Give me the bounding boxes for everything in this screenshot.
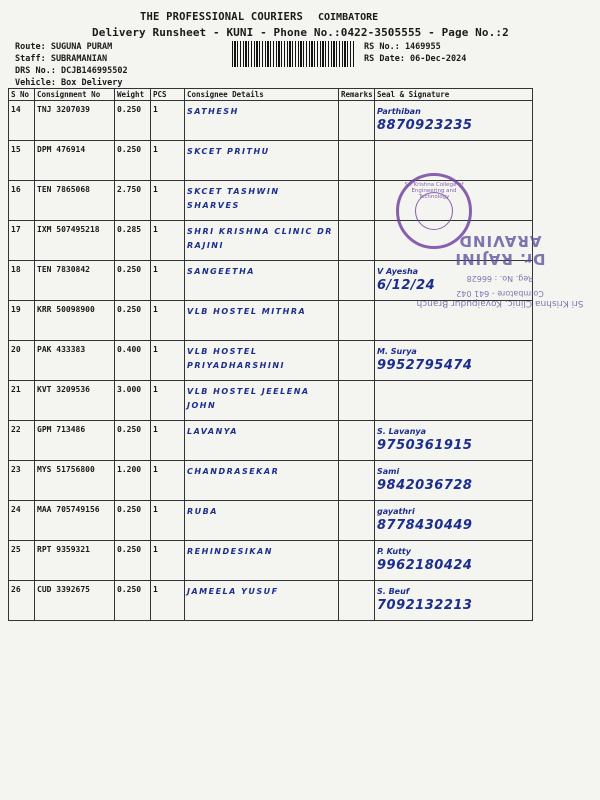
drs-number: DRS No.: DCJB146995502 [15,66,128,76]
cell-consignment: KRR 50098900 [35,301,115,341]
cell-signature [375,101,533,141]
signature-name: gayathri [377,507,415,516]
cell-sno: 22 [9,421,35,461]
cell-remarks [339,501,375,541]
table-row [9,141,533,181]
cell-sno: 18 [9,261,35,301]
cell-weight: 0.250 [115,261,151,301]
signature-phone: 9750361915 [377,438,473,453]
cell-weight: 1.200 [115,461,151,501]
cell-consignee: SHRI KRISHNA CLINIC DR RAJINI [185,221,339,261]
table-row [9,381,533,421]
cell-pcs: 1 [151,501,185,541]
cell-remarks [339,181,375,221]
table-row [9,341,533,381]
signature-phone: 6/12/24 [377,278,436,293]
cell-consignment: IXM 507495218 [35,221,115,261]
cell-consignee: RUBA [185,501,339,541]
clinic-name: Sri Krishna Clinic, Kovaipudur Branch [416,298,584,308]
cell-weight: 3.000 [115,381,151,421]
route: Route: SUGUNA PURAM [15,42,113,52]
table-row [9,421,533,461]
cell-consignee: LAVANYA [185,421,339,461]
col-consignment: Consignment No [35,89,115,101]
col-consignee: Consignee Details [185,89,339,101]
table-row [9,461,533,501]
cell-pcs: 1 [151,101,185,141]
cell-consignee: VLB HOSTEL MITHRA [185,301,339,341]
signature-phone: 9962180424 [377,558,473,573]
cell-remarks [339,341,375,381]
cell-pcs: 1 [151,421,185,461]
cell-signature [375,501,533,541]
signature-name: P. Kutty [377,547,411,556]
cell-remarks [339,261,375,301]
cell-consignment: MAA 705749156 [35,501,115,541]
signature-name: S. Beuf [377,587,410,596]
cell-remarks [339,461,375,501]
signature-phone: 8870923235 [377,118,473,133]
cell-pcs: 1 [151,381,185,421]
cell-consignee: SKCET TASHWIN SHARVES [185,181,339,221]
cell-weight: 0.400 [115,341,151,381]
cell-consignment: TNJ 3207039 [35,101,115,141]
cell-pcs: 1 [151,261,185,301]
cell-remarks [339,381,375,421]
col-signature: Seal & Signature [375,89,533,101]
table-row [9,101,533,141]
cell-sno: 16 [9,181,35,221]
cell-weight: 0.250 [115,581,151,621]
cell-consignment: KVT 3209536 [35,381,115,421]
cell-consignment: DPM 476914 [35,141,115,181]
table-row [9,501,533,541]
col-weight: Weight [115,89,151,101]
clinic-stamp [415,218,585,308]
col-pcs: PCS [151,89,185,101]
table-row [9,541,533,581]
cell-consignee: SKCET PRITHU [185,141,339,181]
cell-consignee: VLB HOSTEL PRIYADHARSHINI [185,341,339,381]
signature-name: V Ayesha [377,267,419,276]
cell-remarks [339,101,375,141]
cell-sno: 15 [9,141,35,181]
cell-weight: 0.250 [115,301,151,341]
clinic-reg: Reg. No. : 66628 [466,274,534,283]
cell-sno: 26 [9,581,35,621]
cell-signature [375,381,533,421]
cell-pcs: 1 [151,541,185,581]
cell-pcs: 1 [151,141,185,181]
cell-sno: 21 [9,381,35,421]
cell-weight: 0.250 [115,421,151,461]
cell-pcs: 1 [151,181,185,221]
rs-number: RS No.: 1469955 [364,42,441,52]
cell-consignment: RPT 9359321 [35,541,115,581]
cell-signature [375,581,533,621]
signature-name: S. Lavanya [377,427,427,436]
cell-sno: 24 [9,501,35,541]
cell-signature [375,541,533,581]
cell-sno: 25 [9,541,35,581]
cell-weight: 0.250 [115,141,151,181]
vehicle: Vehicle: Box Delivery [15,78,123,88]
cell-pcs: 1 [151,461,185,501]
cell-pcs: 1 [151,581,185,621]
cell-consignment: CUD 3392675 [35,581,115,621]
cell-consignee: SATHESH [185,101,339,141]
barcode [232,41,354,67]
cell-consignment: GPM 713486 [35,421,115,461]
col-remarks: Remarks [339,89,375,101]
signature-name: M. Surya [377,347,417,356]
signature-phone: 7092132213 [377,598,473,613]
cell-remarks [339,301,375,341]
cell-consignee: VLB HOSTEL JEELENA JOHN [185,381,339,421]
clinic-doctor: Dr. RAJINI ARAVIND [454,232,546,268]
cell-sno: 20 [9,341,35,381]
cell-weight: 0.285 [115,221,151,261]
signature-phone: 9842036728 [377,478,473,493]
city-name: COIMBATORE [318,12,379,23]
col-sno: S No [9,89,35,101]
college-seal-text: Sri Krishna College of Engineering and Technology [404,182,464,200]
cell-remarks [339,581,375,621]
cell-weight: 0.250 [115,541,151,581]
table-header [9,89,533,101]
cell-weight: 0.250 [115,101,151,141]
cell-sno: 23 [9,461,35,501]
cell-sno: 19 [9,301,35,341]
company-name: THE PROFESSIONAL COURIERS [140,11,304,23]
cell-pcs: 1 [151,341,185,381]
cell-remarks [339,141,375,181]
cell-signature [375,141,533,181]
cell-signature [375,341,533,381]
runsheet-title: Delivery Runsheet - KUNI - Phone No.:0422-3505555 - Page No.:2 [92,26,509,39]
rs-info [364,41,466,65]
signature-phone: 8778430449 [377,518,473,533]
cell-consignment: PAK 433383 [35,341,115,381]
cell-sno: 17 [9,221,35,261]
staff: Staff: SUBRAMANIAN [15,54,108,64]
cell-consignment: TEN 7830842 [35,261,115,301]
clinic-city: Coimbatore - 641 042 [456,289,544,298]
runsheet-table [8,88,533,621]
cell-consignee: JAMEELA YUSUF [185,581,339,621]
signature-name: Sami [377,467,400,476]
cell-weight: 0.250 [115,501,151,541]
cell-consignee: SANGEETHA [185,261,339,301]
cell-pcs: 1 [151,221,185,261]
route-info [15,41,128,89]
cell-sno: 14 [9,101,35,141]
signature-phone: 9952795474 [377,358,473,373]
cell-consignee: REHINDESIKAN [185,541,339,581]
table-row [9,581,533,621]
cell-consignee: CHANDRASEKAR [185,461,339,501]
cell-consignment: TEN 7865068 [35,181,115,221]
cell-consignment: MYS 51756800 [35,461,115,501]
cell-remarks [339,541,375,581]
cell-remarks [339,221,375,261]
cell-pcs: 1 [151,301,185,341]
cell-remarks [339,421,375,461]
rs-date: RS Date: 06-Dec-2024 [364,54,467,64]
cell-signature [375,421,533,461]
signature-name: Parthiban [377,107,421,116]
cell-signature [375,461,533,501]
cell-weight: 2.750 [115,181,151,221]
